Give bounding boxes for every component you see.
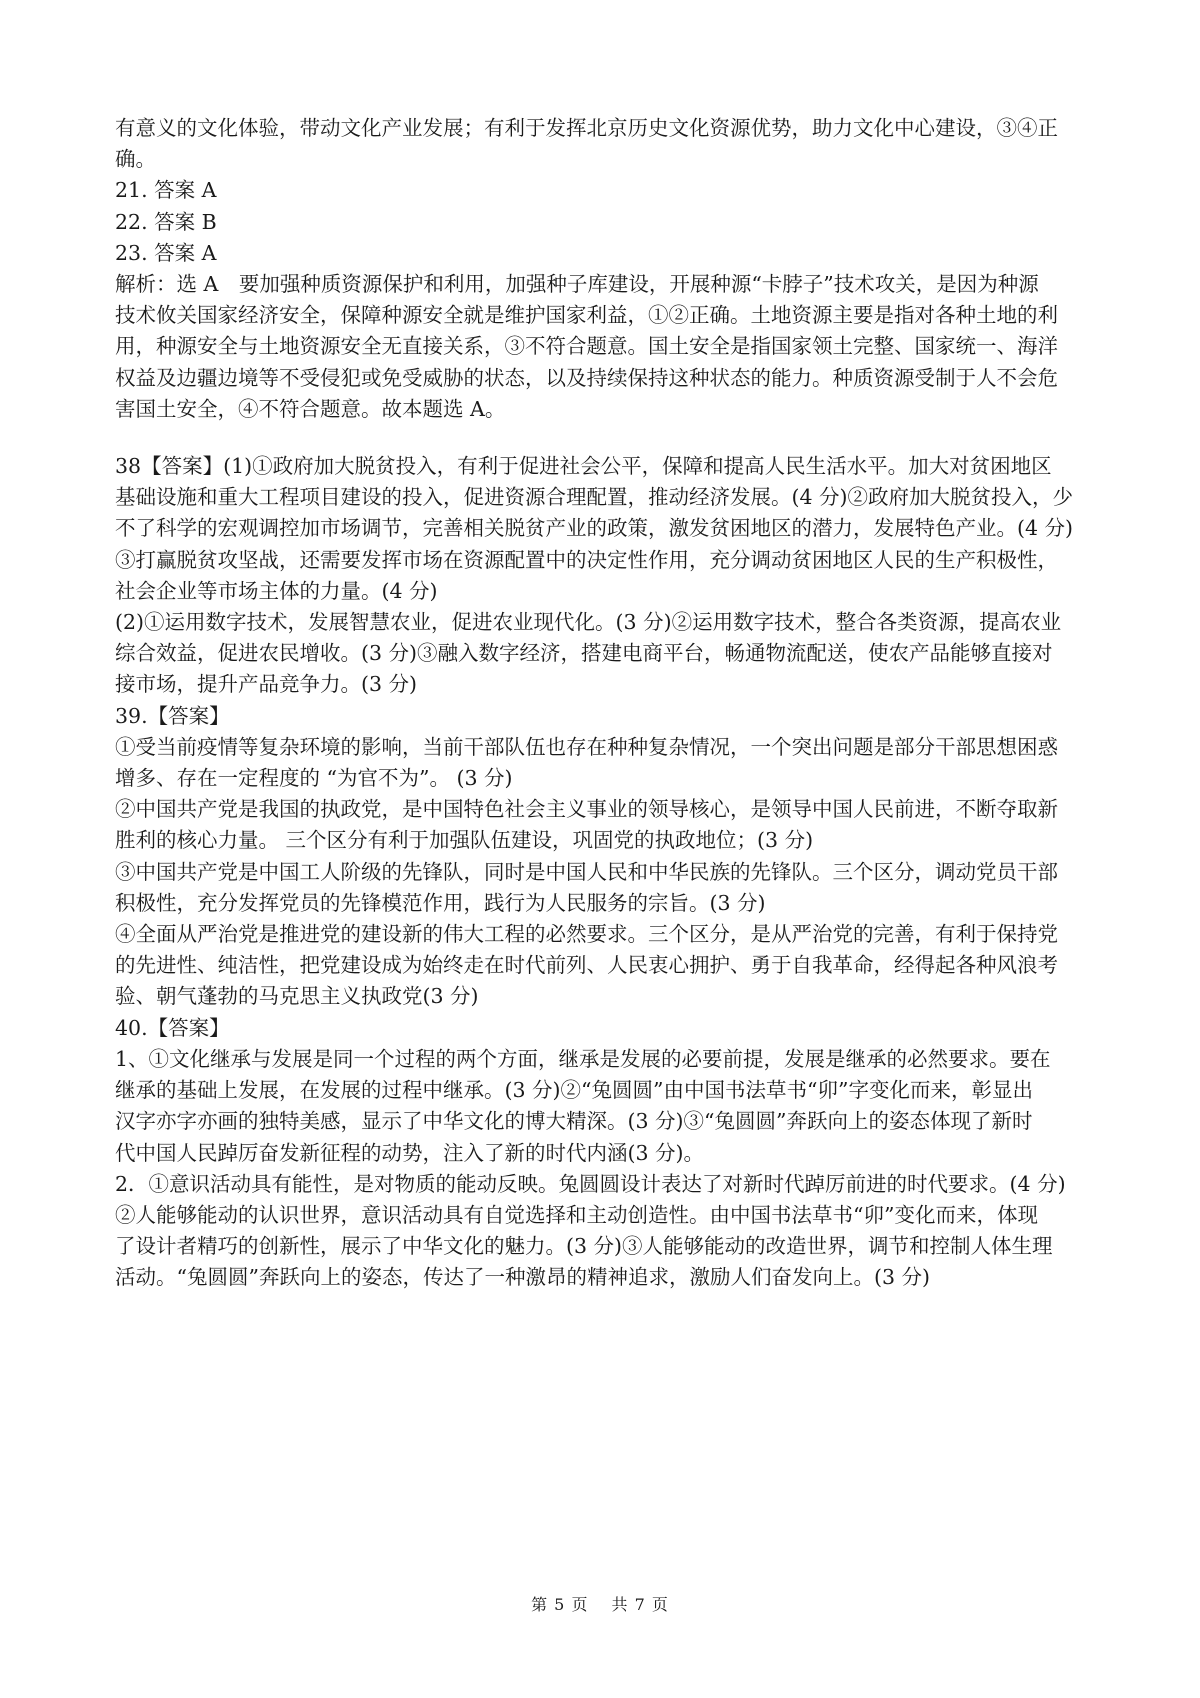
- analysis-line: 技术攸关国家经济安全，保障种源安全就是维护国家利益，①②正确。土地资源主要是指对各种土地的利: [115, 303, 1058, 328]
- answer-39-line: ④全面从严治党是推进党的建设新的伟大工程的必然要求。三个区分，是从严治党的完善，有利于保持党: [115, 922, 1058, 947]
- answer-38-line: 综合效益，促进农民增收。(3 分)③融入数字经济，搭建电商平台，畅通物流配送，使农产品能够直接对: [115, 641, 1053, 666]
- answer-23: 23. 答案 A: [115, 240, 217, 265]
- answer-38-line: ③打赢脱贫攻坚战，还需要发挥市场在资源配置中的决定性作用，充分调动贫困地区人民的生产积极性，: [115, 547, 1058, 572]
- text-line: 有意义的文化体验，带动文化产业发展；有利于发挥北京历史文化资源优势，助力文化中心建设，③④正: [115, 116, 1058, 140]
- answer-39-line: 胜利的核心力量。 三个区分有利于加强队伍建设，巩固党的执政地位；(3 分): [115, 828, 814, 853]
- answer-38-line: (2)①运用数字技术，发展智慧农业，促进农业现代化。(3 分)②运用数字技术，整合各类资源，提高农业: [115, 610, 1062, 635]
- answer-38-line: 38【答案】(1)①政府加大脱贫投入，有利于促进社会公平，保障和提高人民生活水平。加大对贫困地区: [115, 454, 1052, 479]
- answer-40-line: 2．①意识活动具有能性，是对物质的能动反映。兔圆圆设计表达了对新时代踔厉前进的时代要求。(4 分): [115, 1171, 1066, 1196]
- answer-38-line: 不了科学的宏观调控加市场调节，完善相关脱贫产业的政策，激发贫困地区的潜力，发展特色产业。(4 分): [115, 516, 1074, 541]
- analysis-line: 用，种源安全与土地资源安全无直接关系，③不符合题意。国土安全是指国家领土完整、国家统一、海洋: [115, 334, 1058, 359]
- analysis-line: 害国土安全，④不符合题意。故本题选 A。: [115, 396, 506, 421]
- answer-40-line: 了设计者精巧的创新性，展示了中华文化的魅力。(3 分)③人能够能动的改造世界，调节和控制人体生理: [115, 1234, 1053, 1259]
- answer-block-38-40: [115, 451, 1090, 1293]
- answer-39-line: 验、朝气蓬勃的马克思主义执政党(3 分): [115, 984, 479, 1009]
- answer-39-line: 积极性，充分发挥党员的先锋模范作用，践行为人民服务的宗旨。(3 分): [115, 890, 766, 915]
- page-footer: 第 5 页 共 7 页: [531, 1595, 669, 1614]
- document-page: [115, 113, 1090, 1294]
- answer-38-line: 接市场，提升产品竞争力。(3 分): [115, 672, 418, 697]
- analysis-line: 解析：选 A 要加强种质资源保护和利用，加强种子库建设，开展种源“卡脖子”技术攻关，是因为种源: [115, 272, 1039, 297]
- answer-21: 21. 答案 A: [115, 178, 217, 203]
- answer-39-heading: 39.【答案】: [115, 703, 230, 728]
- answer-38-line: 基础设施和重大工程项目建设的投入，促进资源合理配置，推动经济发展。(4 分)②政府加大脱贫投入，少: [115, 485, 1074, 510]
- analysis-line: 权益及边疆边境等不受侵犯或免受威胁的状态，以及持续保持这种状态的能力。种质资源受制于人不会危: [115, 365, 1058, 390]
- answer-40-line: 继承的基础上发展，在发展的过程中继承。(3 分)②“兔圆圆”由中国书法草书“卯”字变化而来，彰显出: [115, 1078, 1033, 1103]
- answer-38-line: 社会企业等市场主体的力量。(4 分): [115, 578, 438, 603]
- answer-39-line: 增多、存在一定程度的 “为官不为”。 (3 分): [115, 766, 513, 791]
- text-line: 确。: [115, 147, 156, 172]
- answer-40-line: 汉字亦字亦画的独特美感，显示了中华文化的博大精深。(3 分)③“兔圆圆”奔跃向上的姿态体现了新时: [115, 1109, 1033, 1134]
- answer-39-line: 的先进性、纯洁性，把党建设成为始终走在时代前列、人民衷心拥护、勇于自我革命，经得起各种风浪考: [115, 953, 1058, 978]
- answer-block-21-23: [115, 113, 1090, 425]
- answer-40-line: ②人能够能动的认识世界，意识活动具有自觉选择和主动创造性。由中国书法草书“卯”变化而来，体现: [115, 1202, 1038, 1227]
- answer-40-line: 代中国人民踔厉奋发新征程的动势，注入了新的时代内涵(3 分)。: [115, 1140, 705, 1165]
- answer-40-line: 1、①文化继承与发展是同一个过程的两个方面，继承是发展的必要前提，发展是继承的必然要求。要在: [115, 1046, 1051, 1071]
- answer-22: 22. 答案 B: [115, 209, 217, 234]
- answer-39-line: ①受当前疫情等复杂环境的影响，当前干部队伍也存在种种复杂情况，一个突出问题是部分干部思想困惑: [115, 734, 1058, 759]
- answer-39-line: ③中国共产党是中国工人阶级的先锋队，同时是中国人民和中华民族的先锋队。三个区分，调动党员干部: [115, 859, 1058, 884]
- answer-39-line: ②中国共产党是我国的执政党，是中国特色社会主义事业的领导核心，是领导中国人民前进，不断夺取新: [115, 797, 1058, 822]
- answer-40-line: 活动。“兔圆圆”奔跃向上的姿态，传达了一种激昂的精神追求，激励人们奋发向上。(3 分): [115, 1265, 931, 1290]
- answer-40-heading: 40.【答案】: [115, 1015, 230, 1040]
